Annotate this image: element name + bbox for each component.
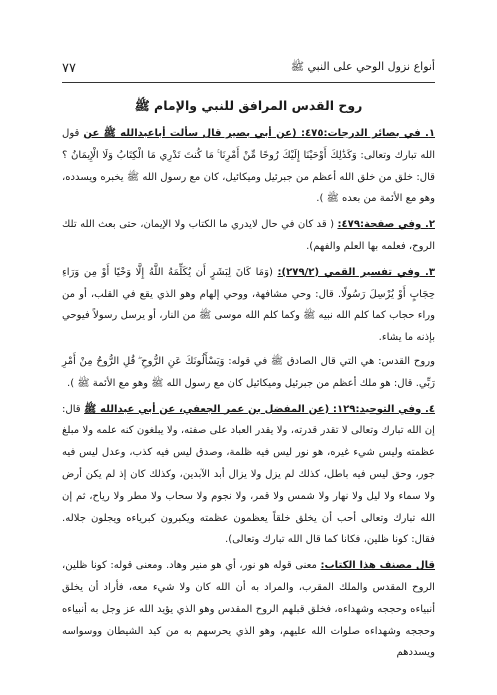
- header-rule: [62, 82, 435, 83]
- paragraph-text: وروح القدس: هي التي قال الصادق ﷺ في قوله: وَيَسْأَلُونَكَ عَنِ الرُّوحِ ۖ قُلِ الرُّوحُ مِنْ أَمْرِ رَبِّي. قال: هو ملك أعظم من جبرئيل وميكائيل كان مع رسول الله ﷺ وهو مع الأئمة ﷺ ).: [62, 355, 435, 389]
- paragraph-heading: ٣. وفي تفسير القمي (٢٧٩/٢):: [277, 266, 435, 278]
- paragraph-text: قول الله تبارك وتعالى: وَكَذَٰلِكَ أَوْحَيْنَا إِلَيْكَ رُوحًا مِّنْ أَمْرِنَا ۚ مَا كُنتَ تَدْرِي مَا الْكِتَابُ وَلَا الْإِيمَانُ ؟ قال: خلق من خلق الله أعظم من جبرئيل وميكائيل، كان مع رسول الله ﷺ يخبره ويسدده، وهو مع الأئمة من بعده ﷺ ).: [62, 128, 435, 205]
- paragraph: [62, 351, 435, 395]
- paragraph-heading: قال مصنف هذا الكتاب:: [320, 560, 436, 572]
- paragraph-heading: ١. في بصائر الدرجات:٤٧٥: (عن أبي بصير قال سألت أباعبدالله ﷺ عن: [83, 128, 435, 139]
- paragraph-text: (وَمَا كَانَ لِبَشَرٍ أَن يُكَلِّمَهُ اللَّهُ إِلَّا وَحْيًا أَوْ مِن وَرَاءِ حِجَابٍ أَوْ يُرْسِلَ رَسُولًا. قال: وحي مشافهة، ووحي إلهام وهو الذي يقع في القلب، أو من وراء حجاب كما كلم الله نبيه ﷺ وكما كلم الله موسى ﷺ من النار، أو يرسل رسولاً فيوحي بإذنه ما يشاء.: [62, 266, 435, 344]
- page-number: ٧٧: [62, 60, 76, 76]
- paragraph: [62, 214, 435, 258]
- paragraph: [62, 555, 435, 664]
- paragraph-heading: ٢. وفي صفحة:٤٧٩:: [337, 219, 435, 231]
- paragraph-heading: ٤. وفي التوحيد:١٢٩: (عن المفضل بن عمر الجعفي، عن أبي عبدالله ﷺ: [84, 403, 436, 415]
- paragraph-text: قال: إن الله تبارك وتعالى لا تقدر قدرته، ولا يقدر العباد على صفته، ولا يبلغون كنه علمه ولا مبلغ عظمته وليس شيء غيره، هو نور ليس فيه ظلمة، وصدق ليس فيه كذب، وعدل ليس فيه جور، وحق ليس فيه باطل، كذلك لم يزل ولا يزال أبد الآبدين، وكذلك كان إذ لم يكن أرض ولا سماء ولا ليل ولا نهار ولا شمس ولا قمر، ولا نجوم ولا سحاب ولا مطر ولا رياح، ثم إن الله تبارك وتعالى أحب أن يخلق خلقاً يعظمون عظمته ويكبرون كبرياءه ويجلون جلاله. فقال: كونا ظلين، فكانا كما قال الله تبارك وتعالى).: [62, 403, 435, 546]
- paragraph-text: معنى قوله هو نور، أي هو منير وهاد. ومعنى قوله: كونا ظلين، الروح المقدس والملك المقرب، والمراد به أن الله كان ولا شيء معه، فأراد أن يخلق أنبياءه وحججه وشهداءه، فخلق قبلهم الروح المقدس وهو الذي يؤيد الله عز وجل به أنبياءه وحججه وشهداءه صلوات الله عليهم، وهو الذي يحرسهم به من كيد الشيطان ووسواسه ويسددهم: [62, 560, 435, 659]
- running-title: أنواع نزول الوحي على النبي ﷺ: [290, 60, 435, 73]
- section-title: روح القدس المرافق للنبي والإمام ﷺ: [134, 98, 363, 113]
- text-body: [62, 123, 435, 668]
- paragraph: [62, 123, 435, 210]
- paragraph-text: ( قد كان في حال لايدري ما الكتاب ولا الإيمان، حتى بعث الله تلك الروح، فعلمه بها العلم والفهم).: [62, 219, 435, 252]
- paragraph: [62, 399, 435, 552]
- paragraph: [62, 262, 435, 349]
- page-header: [62, 58, 435, 78]
